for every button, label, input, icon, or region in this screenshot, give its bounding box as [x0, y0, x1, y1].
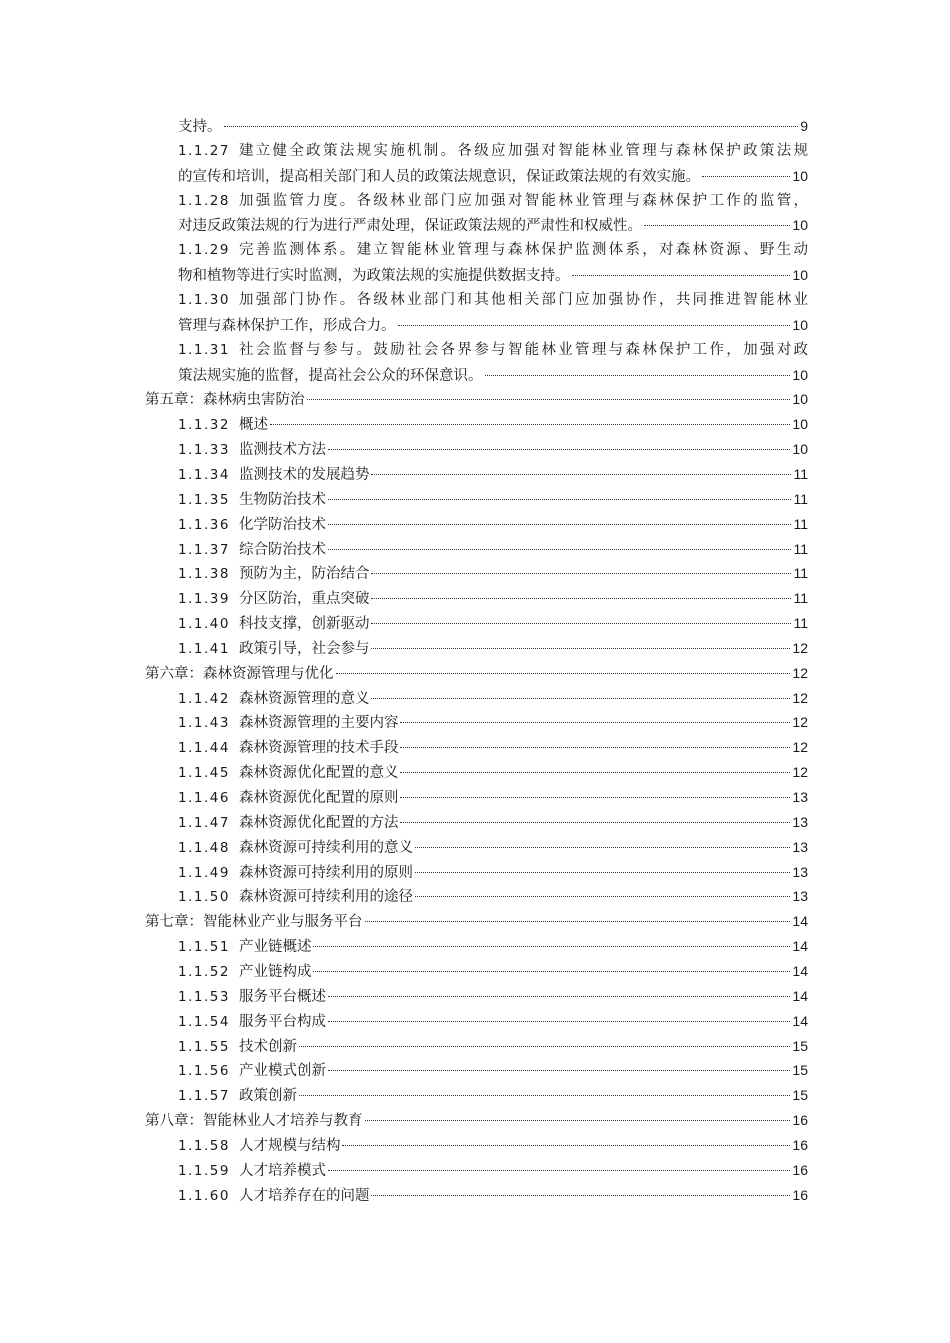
toc-section-entry[interactable]	[178, 934, 808, 959]
toc-section-number: 1.1.36	[178, 516, 230, 533]
toc-page-number: 14	[792, 1012, 808, 1029]
toc-entry-title: 人才培养模式	[238, 1162, 326, 1179]
toc-page-number: 14	[792, 938, 808, 955]
toc-page-number: 13	[792, 888, 808, 905]
dot-leader	[400, 747, 790, 748]
toc-section-entry[interactable]	[178, 884, 808, 909]
toc-entry-continuation[interactable]	[178, 164, 808, 189]
toc-page-number: 11	[793, 465, 808, 482]
toc-entry-title: 森林资源优化配置的方法	[238, 814, 399, 831]
toc-section-entry[interactable]	[178, 412, 808, 437]
toc-page-number: 13	[792, 789, 808, 805]
toc-entry-continuation[interactable]	[178, 363, 808, 388]
toc-page-number: 12	[792, 639, 808, 656]
toc-section-entry[interactable]	[178, 586, 808, 611]
toc-page-number: 10	[792, 391, 808, 408]
toc-page-number: 11	[793, 515, 808, 532]
toc-section-entry[interactable]	[178, 760, 808, 785]
toc-page-number: 14	[792, 987, 808, 1004]
toc-section-number: 1.1.58	[178, 1137, 230, 1154]
toc-entry-continuation[interactable]	[178, 114, 808, 139]
toc-section-entry[interactable]	[178, 1083, 808, 1108]
toc-section-entry[interactable]	[178, 561, 808, 586]
toc-section-number: 1.1.52	[178, 963, 230, 980]
toc-section-number: 1.1.40	[178, 616, 230, 632]
dot-leader	[415, 896, 790, 897]
toc-entry-title: 对违反政策法规的行为进行严肃处理，保证政策法规的严肃性和权威性。	[178, 218, 642, 235]
toc-page-number: 16	[792, 1186, 808, 1203]
toc-section-entry[interactable]	[178, 959, 808, 984]
toc-entry-title: 服务平台构成	[238, 1013, 326, 1030]
toc-section-number: 1.1.55	[178, 1038, 230, 1055]
toc-entry-title: 第六章：森林资源管理与优化	[145, 665, 334, 682]
toc-section-number: 1.1.51	[178, 939, 230, 956]
toc-entry-title: 森林资源优化配置的原则	[238, 790, 399, 806]
dot-leader	[485, 375, 791, 376]
dot-leader	[270, 424, 790, 425]
toc-entry-title: 第五章：森林病虫害防治	[145, 392, 305, 409]
toc-entry-title: 加强部门协作。各级林业部门和其他相关部门应加强协作，共同推进智能林业	[238, 292, 808, 308]
toc-section-number: 1.1.29	[178, 242, 230, 259]
toc-page-number: 13	[792, 863, 808, 880]
toc-entry-continuation[interactable]	[178, 213, 808, 238]
toc-page-number: 11	[793, 540, 808, 557]
toc-section-entry[interactable]	[178, 1058, 808, 1083]
dot-leader	[342, 1145, 790, 1146]
toc-section-entry[interactable]	[178, 735, 808, 760]
dot-leader	[702, 176, 790, 177]
toc-page-number: 12	[792, 764, 808, 781]
dot-leader	[328, 549, 792, 550]
toc-entry-title: 物和植物等进行实时监测，为政策法规的实施提供数据支持。	[178, 268, 570, 285]
toc-section-number: 1.1.28	[178, 192, 230, 209]
toc-page-number: 10	[792, 366, 808, 383]
toc-section-entry[interactable]	[178, 462, 808, 487]
dot-leader	[400, 722, 790, 723]
toc-page-number: 12	[792, 664, 808, 681]
toc-page-number: 16	[792, 1112, 808, 1128]
toc-entry-title: 森林资源可持续利用的途径	[238, 889, 413, 906]
toc-section-number: 1.1.30	[178, 292, 230, 308]
toc-page-number: 13	[792, 838, 808, 855]
toc-section-entry[interactable]	[178, 636, 808, 661]
toc-section-entry[interactable]	[178, 238, 808, 263]
toc-section-entry[interactable]	[178, 835, 808, 860]
toc-entry-title: 支持。	[178, 119, 222, 135]
dot-leader	[328, 996, 790, 997]
toc-entry-title: 森林资源管理的主要内容	[238, 715, 399, 732]
toc-entry-title: 综合防治技术	[238, 541, 326, 558]
toc-section-entry[interactable]	[178, 1158, 808, 1183]
toc-section-entry[interactable]	[178, 686, 808, 711]
toc-section-number: 1.1.59	[178, 1162, 230, 1179]
toc-chapter-entry[interactable]	[145, 909, 808, 934]
toc-chapter-entry[interactable]	[145, 387, 808, 412]
dot-leader	[299, 1046, 790, 1047]
toc-page-number: 14	[792, 962, 808, 979]
toc-page-number: 12	[792, 714, 808, 731]
toc-page-number: 16	[792, 1136, 808, 1153]
dot-leader	[299, 1095, 790, 1096]
toc-section-number: 1.1.41	[178, 640, 230, 657]
dot-leader	[371, 474, 791, 475]
toc-chapter-entry[interactable]	[145, 661, 808, 686]
toc-entry-title: 技术创新	[238, 1038, 297, 1055]
toc-section-entry[interactable]	[178, 487, 808, 512]
toc-page-number: 10	[792, 217, 808, 234]
dot-leader	[415, 872, 790, 873]
toc-entry-title: 监测技术的发展趋势	[238, 466, 370, 483]
toc-entry-title: 森林资源可持续利用的原则	[238, 864, 413, 881]
dot-leader	[572, 275, 791, 276]
toc-page-number: 15	[792, 1037, 808, 1054]
toc-section-number: 1.1.33	[178, 442, 230, 459]
toc-section-entry[interactable]	[178, 338, 808, 363]
toc-entry-title: 预防为主，防治结合	[238, 566, 370, 583]
toc-page-number: 15	[792, 1062, 808, 1079]
toc-section-number: 1.1.53	[178, 988, 230, 1005]
toc-page-number: 12	[792, 739, 808, 756]
toc-section-number: 1.1.27	[178, 142, 230, 159]
dot-leader	[398, 325, 791, 326]
dot-leader	[313, 946, 790, 947]
dot-leader	[336, 673, 791, 674]
toc-entry-title: 第八章：智能林业人才培养与教育	[145, 1113, 363, 1129]
dot-leader	[365, 921, 791, 922]
dot-leader	[400, 797, 790, 798]
dot-leader	[328, 499, 792, 500]
toc-entry-title: 产业链构成	[238, 963, 312, 980]
toc-section-number: 1.1.39	[178, 591, 230, 608]
toc-entry-title: 监测技术方法	[238, 442, 326, 459]
toc-page-number: 10	[792, 441, 808, 458]
toc-entry-title: 政策创新	[238, 1088, 297, 1105]
toc-section-number: 1.1.47	[178, 814, 230, 831]
toc-chapter-entry[interactable]	[145, 1108, 808, 1133]
toc-entry-title: 的宣传和培训，提高相关部门和人员的政策法规意识，保证政策法规的有效实施。	[178, 168, 700, 185]
toc-page-number: 16	[792, 1161, 808, 1178]
toc-entry-title: 管理与森林保护工作，形成合力。	[178, 317, 396, 334]
toc-entry-title: 第七章：智能林业产业与服务平台	[145, 914, 363, 931]
toc-section-entry[interactable]	[178, 1133, 808, 1158]
toc-entry-title: 产业链概述	[238, 939, 312, 956]
toc-section-entry[interactable]	[178, 189, 808, 214]
toc-section-number: 1.1.35	[178, 491, 230, 508]
dot-leader	[371, 1195, 790, 1196]
toc-page-number: 15	[792, 1087, 808, 1104]
toc-entry-title: 策法规实施的监督，提高社会公众的环保意识。	[178, 367, 483, 384]
toc-entry-title: 化学防治技术	[238, 516, 326, 533]
dot-leader	[328, 1170, 790, 1171]
dot-leader	[313, 971, 790, 972]
toc-section-entry[interactable]	[178, 611, 808, 636]
toc-section-number: 1.1.37	[178, 541, 230, 558]
toc-entry-title: 分区防治，重点突破	[238, 591, 370, 608]
toc-section-number: 1.1.43	[178, 715, 230, 732]
toc-section-number: 1.1.38	[178, 566, 230, 583]
toc-entry-title: 科技支撑，创新驱动	[238, 616, 370, 632]
toc-section-entry[interactable]	[178, 512, 808, 537]
toc-page-number: 14	[792, 913, 808, 930]
toc-section-number: 1.1.31	[178, 341, 230, 358]
toc-entry-title: 人才培养存在的问题	[238, 1187, 370, 1204]
toc-page-number: 12	[792, 689, 808, 706]
dot-leader	[365, 1120, 791, 1121]
toc-entry-title: 完善监测体系。建立智能林业管理与森林保护监测体系，对森林资源、野生动	[238, 242, 808, 259]
toc-section-entry[interactable]	[178, 288, 808, 313]
toc-entry-title: 服务平台概述	[238, 988, 326, 1005]
dot-leader	[371, 698, 790, 699]
dot-leader	[224, 126, 799, 127]
toc-page-number: 13	[792, 813, 808, 830]
toc-entry-title: 加强监管力度。各级林业部门应加强对智能林业管理与森林保护工作的监管，	[238, 192, 808, 209]
toc-section-entry[interactable]	[178, 1009, 808, 1034]
toc-page-number: 10	[792, 267, 808, 284]
toc-section-entry[interactable]	[178, 810, 808, 835]
toc-section-number: 1.1.34	[178, 466, 230, 483]
toc-section-number: 1.1.32	[178, 417, 230, 434]
toc-page-number: 10	[792, 167, 808, 184]
toc-section-number: 1.1.56	[178, 1063, 230, 1080]
toc-entry-title: 政策引导，社会参与	[238, 640, 370, 657]
toc-page-number: 11	[793, 590, 808, 607]
toc-entry-continuation[interactable]	[178, 313, 808, 338]
toc-section-number: 1.1.45	[178, 765, 230, 782]
toc-section-entry[interactable]	[178, 437, 808, 462]
toc-entry-title: 森林资源可持续利用的意义	[238, 839, 413, 856]
dot-leader	[415, 847, 790, 848]
dot-leader	[328, 1021, 790, 1022]
toc-entry-title: 生物防治技术	[238, 491, 326, 508]
dot-leader	[371, 648, 790, 649]
dot-leader	[307, 399, 791, 400]
toc-section-number: 1.1.48	[178, 839, 230, 856]
dot-leader	[371, 598, 791, 599]
toc-entry-title: 森林资源管理的技术手段	[238, 740, 399, 757]
toc-entry-title: 森林资源管理的意义	[238, 690, 370, 707]
dot-leader	[400, 822, 790, 823]
toc-page-number: 11	[793, 615, 808, 631]
toc-section-entry[interactable]	[178, 537, 808, 562]
toc-entry-title: 森林资源优化配置的意义	[238, 765, 399, 782]
toc-section-number: 1.1.60	[178, 1187, 230, 1204]
toc-section-entry[interactable]	[178, 785, 808, 810]
toc-section-number: 1.1.57	[178, 1088, 230, 1105]
dot-leader	[644, 225, 790, 226]
toc-section-entry[interactable]	[178, 1183, 808, 1208]
toc-entry-title: 概述	[238, 417, 268, 434]
toc-entry-title: 产业模式创新	[238, 1063, 326, 1080]
dot-leader	[328, 449, 790, 450]
dot-leader	[328, 1070, 790, 1071]
dot-leader	[371, 623, 791, 624]
toc-section-entry[interactable]	[178, 1034, 808, 1059]
toc-entry-title: 社会监督与参与。鼓励社会各界参与智能林业管理与森林保护工作，加强对政	[238, 341, 808, 358]
toc-section-number: 1.1.54	[178, 1013, 230, 1030]
toc-entry-title: 建立健全政策法规实施机制。各级应加强对智能林业管理与森林保护政策法规	[238, 142, 808, 159]
toc-entry-title: 人才规模与结构	[238, 1137, 341, 1154]
toc-section-number: 1.1.49	[178, 864, 230, 881]
toc-section-entry[interactable]	[178, 710, 808, 735]
toc-page-number: 10	[792, 416, 808, 433]
dot-leader	[371, 573, 791, 574]
toc-page-number: 11	[793, 490, 808, 507]
toc-section-entry[interactable]	[178, 139, 808, 164]
toc-page-number: 11	[793, 565, 808, 582]
toc-page-number: 10	[792, 316, 808, 333]
toc-section-number: 1.1.44	[178, 740, 230, 757]
toc-section-entry[interactable]	[178, 860, 808, 885]
toc-section-entry[interactable]	[178, 984, 808, 1009]
dot-leader	[328, 524, 792, 525]
toc-section-number: 1.1.50	[178, 889, 230, 906]
dot-leader	[400, 772, 790, 773]
toc-entry-continuation[interactable]	[178, 263, 808, 288]
toc-section-number: 1.1.42	[178, 690, 230, 707]
toc-page-number: 9	[800, 118, 808, 134]
toc-section-number: 1.1.46	[178, 790, 230, 806]
